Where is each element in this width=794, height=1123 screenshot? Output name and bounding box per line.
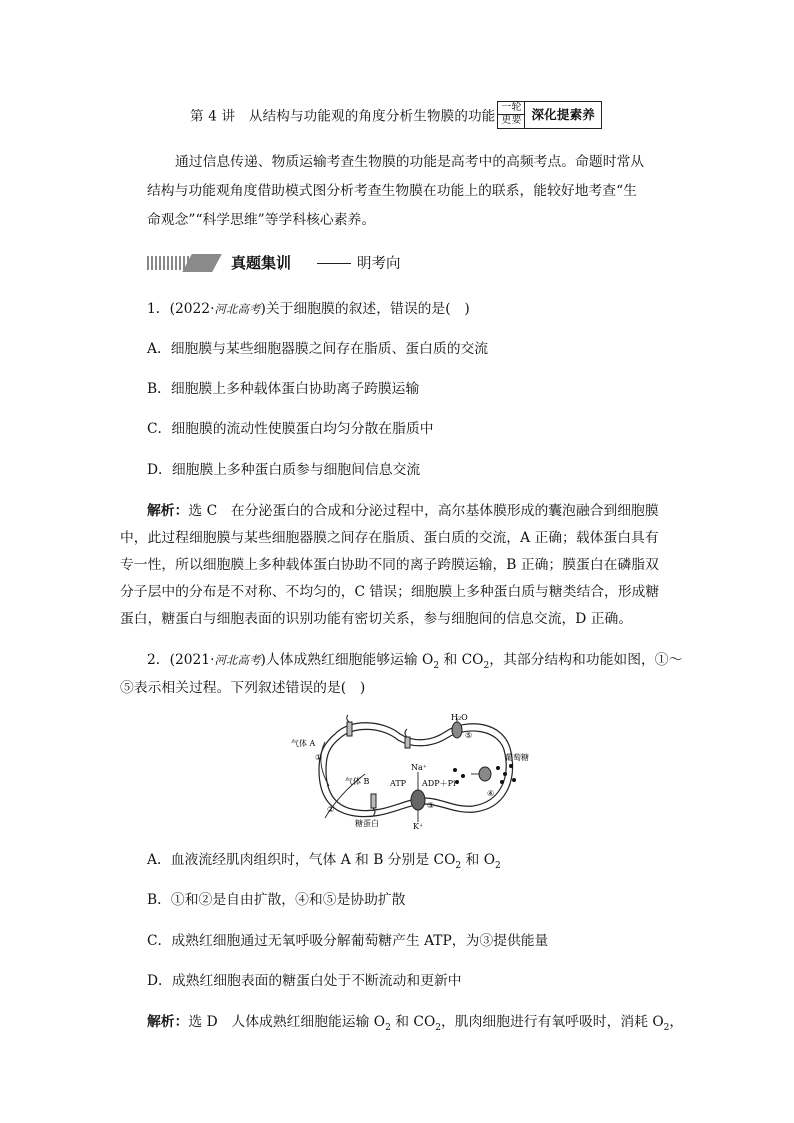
intro-paragraph: 通过信息传递、物质运输考查生物膜的功能是高考中的高频考点。命题时常从结构与功能观角度借助模式图分析考查生物膜在功能上的联系，能较好地考查“生命观念”“科学思维”等学科核心素养。 xyxy=(147,154,645,228)
na-k-pump xyxy=(411,790,425,810)
q2-option-c: C．成熟红细胞通过无氧呼吸分解葡萄糖产生 ATP，为③提供能量 xyxy=(147,933,549,949)
q2-option-d: D．成熟红细胞表面的糖蛋白处于不断流动和更新中 xyxy=(147,973,462,989)
q1-stem-text: )关于细胞膜的叙述，错误的是( ) xyxy=(260,301,470,317)
badge-top: 一轮 xyxy=(498,102,524,115)
q1-analysis-label: 解析： xyxy=(147,503,189,519)
label-adp: ADP＋Pi xyxy=(422,779,456,788)
q1-analysis-text: 选 C 在分泌蛋白的合成和分泌过程中，高尔基体膜形成的囊泡融合到细胞膜 xyxy=(188,503,659,519)
q2-option-a-sub2: 2 xyxy=(495,860,501,871)
red-blood-cell-diagram xyxy=(291,712,535,831)
q2-analysis-a: 选 D 人体成熟红细胞能运输 O xyxy=(188,1014,386,1030)
q1-option-d: D．细胞膜上多种蛋白质参与细胞间信息交流 xyxy=(147,462,421,478)
label-n2: ② xyxy=(327,805,335,814)
lesson-badge xyxy=(497,101,602,129)
channel-2 xyxy=(405,729,410,748)
section-header xyxy=(147,252,647,274)
label-n4: ④ xyxy=(487,789,495,798)
q2-option-a xyxy=(147,848,501,871)
q2-analysis-sub1: 2 xyxy=(385,1022,391,1033)
q2-analysis-d: ， xyxy=(669,1014,684,1030)
q2-stem-c: ，其部分结构和功能如图，①～ xyxy=(489,652,683,668)
section-sublabel: 明考向 xyxy=(357,256,401,272)
q1-analysis-line-4: 分子层中的分布是不对称、不均匀的，C 错误；细胞膜上多种蛋白质与糖类结合，形成糖 xyxy=(120,584,660,600)
aquaporin xyxy=(452,722,462,738)
q2-stem-b: 和 CO xyxy=(439,652,484,668)
q2-analysis-label: 解析： xyxy=(147,1014,189,1030)
q2-analysis-line-1 xyxy=(147,1010,683,1033)
q1-option-a: A．细胞膜与某些细胞器膜之间存在脂质、蛋白质的交流 xyxy=(147,341,489,357)
q2-sub-co2: 2 xyxy=(483,660,490,671)
page-title xyxy=(190,103,602,131)
q1-source: 河北高考 xyxy=(214,302,261,316)
q1-analysis-line-2: 中，此过程细胞膜与某些细胞器膜之间存在脂质、蛋白质的交流，A 正确；载体蛋白具有 xyxy=(120,530,659,546)
badge-bottom: 更要 xyxy=(501,115,522,126)
q1-number: 1．( xyxy=(147,301,175,317)
label-k: K⁺ xyxy=(413,822,424,831)
label-atp: ATP xyxy=(390,779,407,788)
q2-number: 2．( xyxy=(147,652,175,668)
label-gas-b: 气体 B xyxy=(345,777,370,786)
channel-1 xyxy=(347,715,352,736)
q2-source: 河北高考 xyxy=(214,653,261,667)
q1-analysis-line-1 xyxy=(147,499,659,519)
label-h2o: H₂O xyxy=(451,713,468,722)
label-n5: ⑤ xyxy=(465,731,473,740)
arrow-gas-a xyxy=(321,742,329,786)
q1-analysis-line-3: 专一性，所以细胞膜上多种载体蛋白协助不同的离子跨膜运输，B 正确；膜蛋白在磷脂双 xyxy=(120,557,659,573)
q2-option-a-text: A．血液流经肌肉组织时，气体 A 和 B 分别是 CO xyxy=(147,852,456,868)
label-glycoprotein: 糖蛋白 xyxy=(355,819,379,828)
q2-analysis-c: ，肌肉细胞进行有氧呼吸时，消耗 O xyxy=(441,1014,664,1030)
label-n3: ③ xyxy=(427,801,435,810)
q2-stem-line-2: ⑤表示相关过程。下列叙述错误的是( ) xyxy=(120,680,366,696)
lesson-title: 第 4 讲 从结构与功能观的角度分析生物膜的功能 xyxy=(190,108,496,125)
q2-analysis-sub3: 2 xyxy=(663,1022,670,1033)
glycoprotein-marker xyxy=(371,794,376,816)
q2-option-a-sub1: 2 xyxy=(455,860,462,871)
q2-option-a-text2: 和 O xyxy=(461,852,496,868)
section-dash xyxy=(317,263,351,264)
glucose-carrier xyxy=(479,767,491,781)
label-gas-a: 气体 A xyxy=(291,739,316,748)
q1-option-c: C．细胞膜的流动性使膜蛋白均匀分散在脂质中 xyxy=(147,421,434,437)
q1-stem xyxy=(147,297,470,317)
section-label: 真题集训 xyxy=(231,254,292,272)
q2-analysis-b: 和 CO xyxy=(390,1014,436,1030)
label-na: Na⁺ xyxy=(411,763,427,772)
q1-year: 2022· xyxy=(174,301,215,317)
label-glucose: 葡萄糖 xyxy=(505,753,529,762)
q2-stem-a: )人体成熟红细胞能够运输 O xyxy=(260,652,434,668)
label-n1: ① xyxy=(315,753,323,762)
q2-sub-o2: 2 xyxy=(433,660,440,671)
q2-year: 2021· xyxy=(174,652,215,668)
badge-label: 深化提素养 xyxy=(531,107,595,122)
q2-option-b: B．①和②是自由扩散，④和⑤是协助扩散 xyxy=(147,892,406,908)
q2-analysis-sub2: 2 xyxy=(435,1022,442,1033)
q1-analysis-line-5: 蛋白，糖蛋白与细胞表面的识别功能有密切关系，参与细胞间的信息交流，D 正确。 xyxy=(120,611,633,627)
q2-stem xyxy=(147,648,682,671)
q1-option-b: B．细胞膜上多种载体蛋白协助离子跨膜运输 xyxy=(147,381,420,397)
